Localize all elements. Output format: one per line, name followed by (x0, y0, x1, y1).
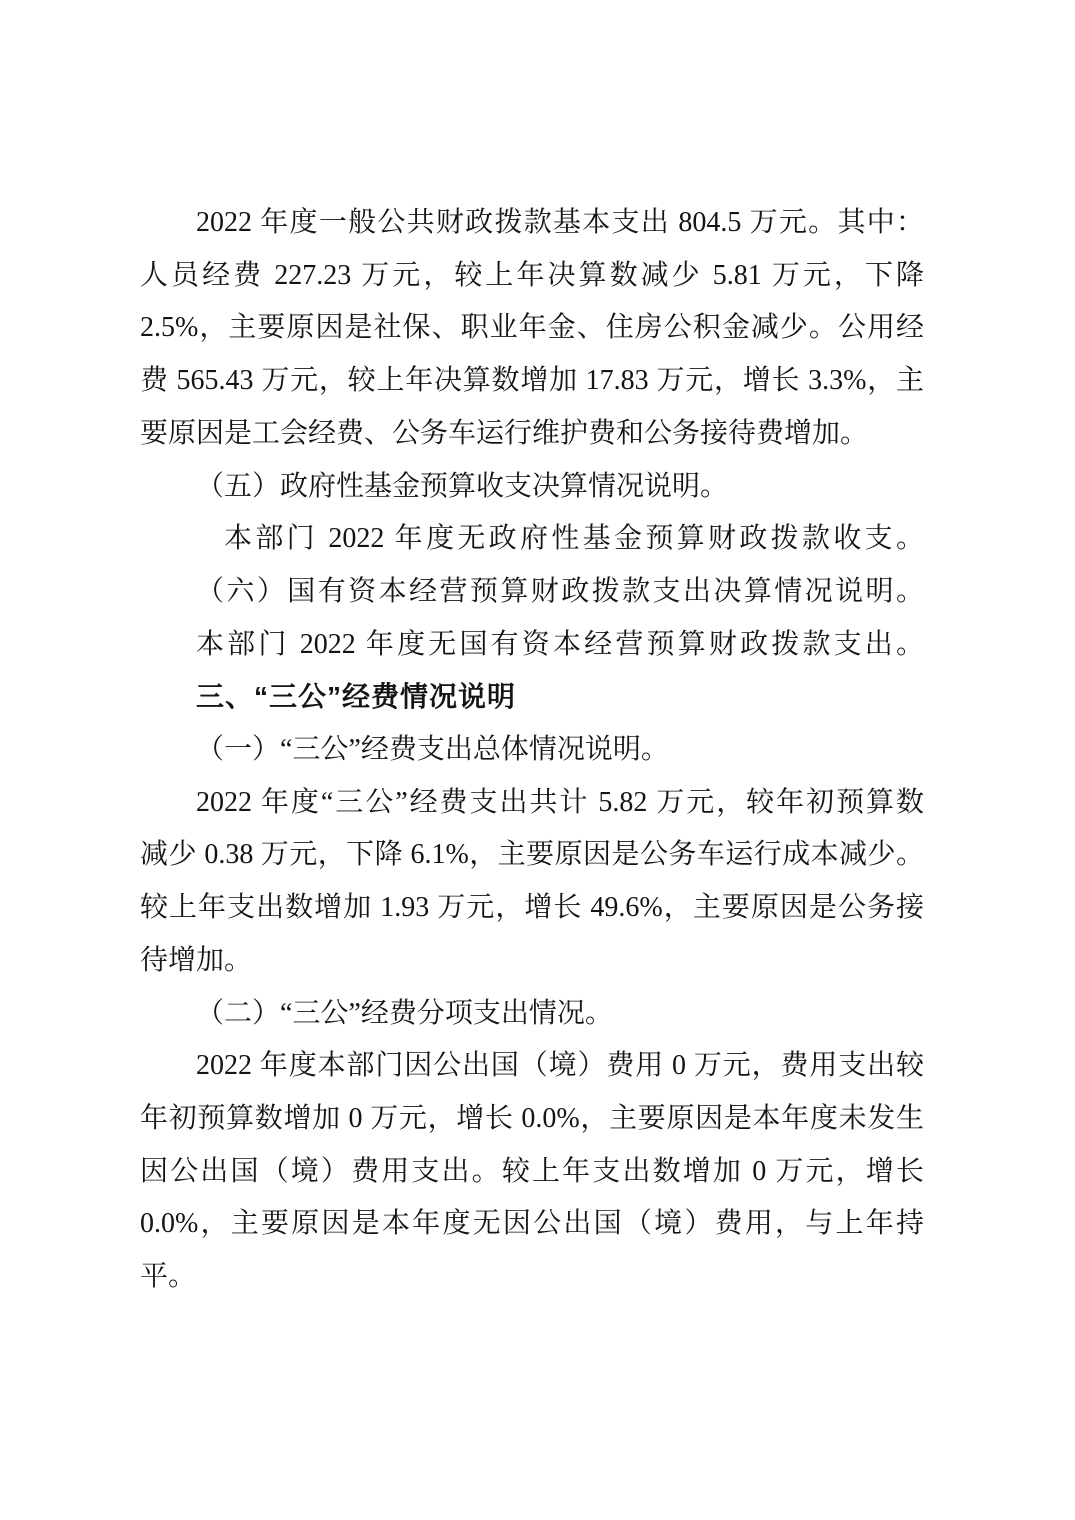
para-general-budget-basic-expenditure (140, 197, 924, 461)
text-line: （二）“三公”经费分项支出情况。 (196, 997, 613, 1029)
text-line: 2022 年度一般公共财政拨款基本支出 804.5 万元。其中： (196, 207, 924, 238)
para-subsection-2-title (140, 988, 924, 1041)
text-line: 2.5%，主要原因是社保、职业年金、住房公积金减少。公用经 (140, 312, 924, 344)
text-line: 较上年支出数增加 1.93 万元，增长 49.6%，主要原因是公务接 (140, 892, 924, 924)
para-section-3-heading (140, 671, 924, 724)
para-section-6-title (140, 566, 924, 619)
text-line: 减少 0.38 万元，下降 6.1%，主要原因是公务车运行成本减少。 (140, 839, 924, 871)
text-line: 三、“三公”经费情况说明 (196, 681, 517, 713)
text-line: 因公出国（境）费用支出。较上年支出数增加 0 万元，增长 (140, 1155, 924, 1187)
text-line: 本部门 2022 年度无国有资本经营预算财政拨款支出。 (196, 628, 924, 660)
para-overseas-travel-expense (140, 1040, 924, 1304)
text-line: 0.0%，主要原因是本年度无因公出国（境）费用，与上年持 (140, 1208, 924, 1240)
para-subsection-1-title (140, 724, 924, 777)
text-line: （六）国有资本经营预算财政拨款支出决算情况说明。 (196, 575, 924, 607)
text-line: 要原因是工会经费、公务车运行维护费和公务接待费增加。 (140, 417, 869, 449)
text-line: 费 565.43 万元，较上年决算数增加 17.83 万元，增长 3.3%，主 (140, 365, 924, 397)
document-content (140, 197, 924, 1304)
text-line: 平。 (140, 1261, 197, 1293)
text-line: 2022 年度“三公”经费支出共计 5.82 万元，较年初预算数 (196, 786, 924, 818)
text-line: （五）政府性基金预算收支决算情况说明。 (196, 470, 729, 502)
para-gov-fund-statement (140, 513, 924, 566)
text-line: 2022 年度本部门因公出国（境）费用 0 万元，费用支出较 (196, 1050, 924, 1082)
text-line: 本部门 2022 年度无政府性基金预算财政拨款收支。 (224, 523, 924, 555)
para-three-public-overall (140, 777, 924, 988)
text-line: 待增加。 (140, 944, 253, 976)
text-line: （一）“三公”经费支出总体情况说明。 (196, 734, 669, 766)
para-section-5-title (140, 461, 924, 514)
text-line: 人员经费 227.23 万元，较上年决算数减少 5.81 万元，下降 (140, 259, 924, 291)
para-state-capital-statement (140, 619, 924, 672)
text-line: 年初预算数增加 0 万元，增长 0.0%，主要原因是本年度未发生 (140, 1102, 924, 1134)
